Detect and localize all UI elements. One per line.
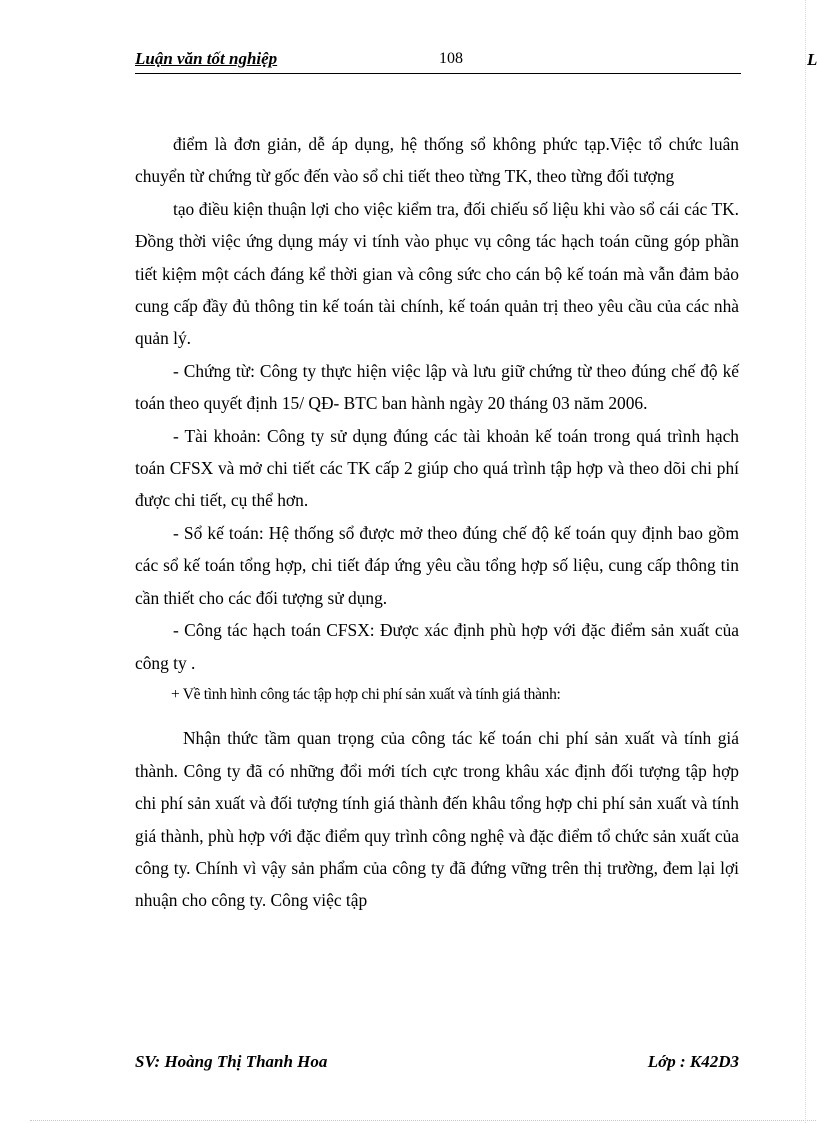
paragraph-documents: - Chứng từ: Công ty thực hiện việc lập và lưu giữ chứng từ theo đúng chế độ kế toán theo quyết định 15/ QĐ- BTC ban hành ngày 20 tháng 03 năm 2006. bbox=[135, 360, 739, 414]
page-footer bbox=[135, 1052, 739, 1076]
header-title: Luận văn tốt nghiệp bbox=[135, 49, 278, 68]
paragraph-2: tạo điều kiện thuận lợi cho việc kiểm tra, đối chiếu số liệu khi vào sổ cái các TK. Đồng thời việc ứng dụng máy vi tính vào phục vụ công tác hạch toán cũng góp phần tiết kiệm một cách đáng kể thời gian và công sức cho cán bộ kế toán mà vẫn đảm bảo cung cấp đầy đủ thông tin kế toán tài chính, kế toán quản trị theo yêu cầu của các nhà quản lý. bbox=[135, 198, 739, 349]
paragraph-accounts: - Tài khoản: Công ty sử dụng đúng các tài khoản kế toán trong quá trình hạch toán CFSX và mở chi tiết các TK cấp 2 giúp cho quá trình tập hợp và theo dõi chi phí được chi tiết, cụ thể hơn. bbox=[135, 425, 739, 511]
page-bottom-border bbox=[30, 1120, 816, 1121]
paragraph-1: điểm là đơn giản, dễ áp dụng, hệ thống sổ không phức tạp.Việc tổ chức luân chuyển từ chứng từ gốc đến vào sổ chi tiết theo từng TK, theo từng đối tượng bbox=[135, 134, 739, 187]
header-edge-mark: L bbox=[807, 50, 817, 69]
page-header bbox=[135, 49, 741, 74]
footer-class: Lớp : K42D3 bbox=[647, 1052, 739, 1071]
paragraph-cost-accounting: - Công tác hạch toán CFSX: Được xác định phù hợp với đặc điểm sản xuất của công ty . bbox=[135, 620, 739, 673]
footer-student: SV: Hoàng Thị Thanh Hoa bbox=[135, 1052, 328, 1071]
paragraph-awareness: Nhận thức tầm quan trọng của công tác kế toán chi phí sản xuất và tính giá thành. Công ty đã có những đổi mới tích cực trong khâu xác định đối tượng tập hợp chi phí sản xuất và đối tượng tính giá thành đến khâu tổng hợp chi phí sản xuất và tính giá thành, phù hợp với đặc điểm quy trình công nghệ và đặc điểm tổ chức sản xuất của công ty. Chính vì vậy sản phẩm của công ty đã đứng vững trên thị trường, đem lại lợi nhuận cho công ty. Công việc tập bbox=[135, 728, 739, 911]
paragraph-subheading: + Về tình hình công tác tập hợp chi phí sản xuất và tính giá thành: bbox=[171, 685, 561, 703]
paragraph-ledgers: - Sổ kế toán: Hệ thống sổ được mở theo đúng chế độ kế toán quy định bao gồm các sổ kế toán tổng hợp, chi tiết đáp ứng yêu cầu tổng hợp số liệu, cung cấp thông tin cần thiết cho các đối tượng sử dụng. bbox=[135, 522, 739, 608]
body-text bbox=[135, 128, 739, 917]
page-number: 108 bbox=[439, 50, 463, 67]
page-right-border bbox=[805, 0, 806, 1123]
